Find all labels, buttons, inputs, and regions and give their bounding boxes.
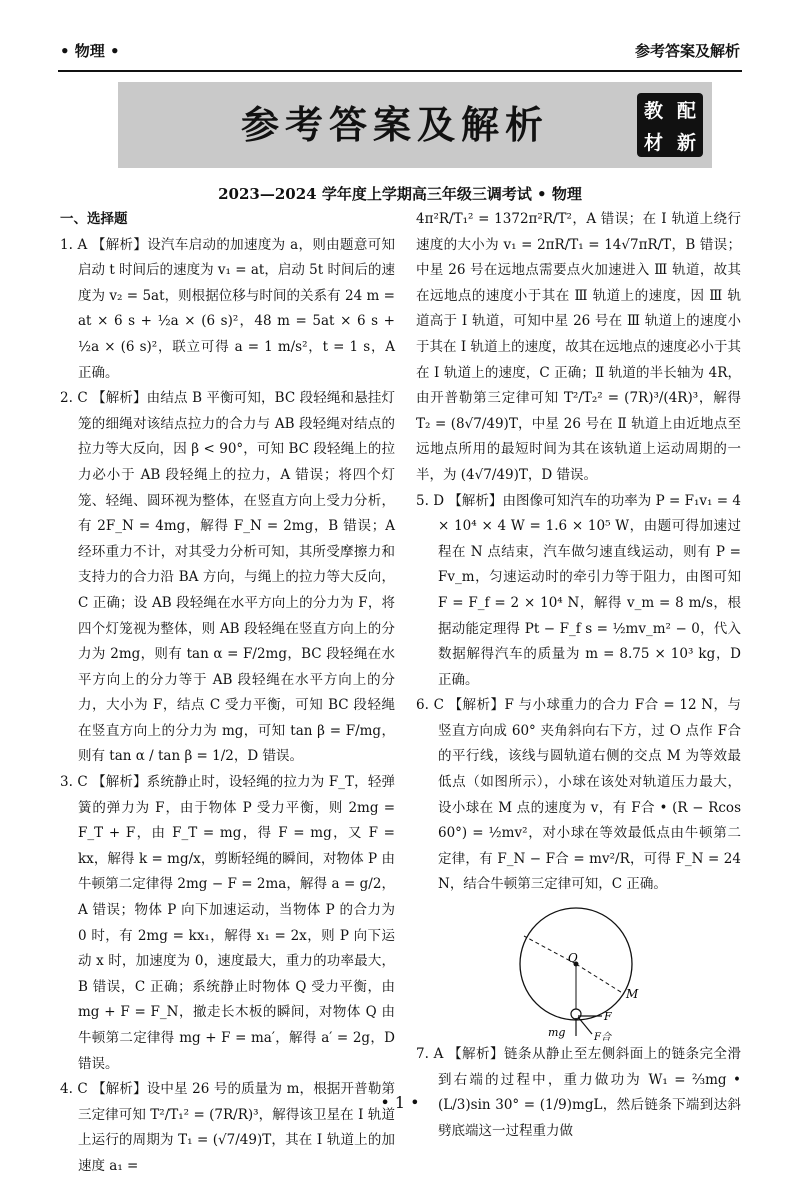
left-column: [60, 207, 395, 1180]
label-m: M: [626, 987, 639, 1002]
dashed-line-to-m: [576, 964, 624, 994]
publisher-badge: [637, 93, 703, 157]
badge-char: 配: [676, 99, 696, 122]
banner-title: 参考答案及解析: [240, 103, 549, 147]
answer-item-4-continued: 4π²R/T₁² = 1372π²R/T²，A 错误；在 Ⅰ 轨道上绕行速度的大小为 v₁ = 2πR/T₁ = 14√7πR/T，B 错误；中星 26 号在远地点需要点火加速进入 Ⅲ 轨道，故其在远地点的速度小于其在 Ⅲ 轨道上的速度，因 Ⅲ 轨道高于 Ⅰ 轨道，可知中星 26 号在 Ⅲ 轨道上的速度小于其在 Ⅰ 轨道上的速度，故其在远地点的速度必小于其在 Ⅰ 轨道上的速度，C 正确；Ⅱ 轨道的半长轴为 4R，由开普勒第三定律可知 T²/T₂² = (7R)³/(4R)³，解得 T₂ = (8√7/49)T，中星 26 号在 Ⅱ 轨道上由近地点至远地点所用的最短时间为其在该轨道上运动周期的一半，为 (4√7/49)T，D 错误。: [416, 211, 741, 483]
answer-item-4: 4. C 【解析】设中星 26 号的质量为 m，根据开普勒第三定律可知 T²/T₁² = (7R/R)³，解得该卫星在 Ⅰ 轨道上运行的周期为 T₁ = (√7/49)T，其在 Ⅰ 轨道上的加速度 a₁ =: [60, 1081, 395, 1174]
label-f: F: [604, 1010, 612, 1024]
circle-force-diagram: [512, 902, 652, 1042]
header-rule: [58, 70, 742, 72]
answer-item-5: 5. D 【解析】由图像可知汽车的功率为 P = F₁v₁ = 4 × 10⁴ × 4 W = 1.6 × 10⁵ W，由题可得加速过程在 N 点结束，汽车做匀速直线运动，则有 P = Fv_m，匀速运动时的牵引力等于阻力，由图可知 F = F_f = 2 × 10⁴ N，解得 v_m = 8 m/s，根据动能定理得 Pt − F_f s = ½mv_m² − 0，代入数据解得汽车的质量为 m = 8.75 × 10³ kg，D 正确。: [416, 492, 741, 688]
badge-char: 教: [643, 99, 663, 122]
badge-char: 材: [643, 131, 663, 154]
answer-item-2: 2. C 【解析】由结点 B 平衡可知，BC 段轻绳和悬挂灯笼的细绳对该结点拉力的合力与 AB 段轻绳对结点的拉力等大反向，因 β < 90°，可知 BC 段轻绳上的拉力必小于 AB 段轻绳上的拉力，A 错误；将四个灯笼、轻绳、圆环视为整体，在竖直方向上受力分析，有 2F_N = 4mg，解得 F_N = 2mg，B 错误；A 经环重力不计，对其受力分析可知，其所受摩擦力和支持力的合力沿 BA 方向，与绳上的拉力等大反向，C 正确；设 AB 段轻绳在水平方向上的分力为 F，将四个灯笼视为整体，则 AB 段轻绳在竖直方向上的分力为 2mg，则有 tan α = F/2mg，BC 段轻绳在水平方向上的分力等于 AB 段轻绳在水平方向上的分力，大小为 F，结点 C 受力平衡，可知 BC 段轻绳在竖直方向上的分力为 mg，可知 tan β = F/mg，则有 tan α / tan β = 1/2，D 错误。: [60, 390, 395, 765]
right-column: [416, 207, 741, 1144]
badge-char: 新: [676, 131, 696, 154]
label-o: O: [568, 951, 578, 966]
answer-item-3: 3. C 【解析】系统静止时，设轻绳的拉力为 F_T，轻弹簧的弹力为 F，由于物体 P 受力平衡，则 2mg = F_T + F，由 F_T = mg，得 F = mg，又 F = kx，解得 k = mg/x，剪断轻绳的瞬间，对物体 P 由牛顿第二定律得 2mg − F = 2ma，解得 a = g/2，A 错误；物体 P 向下加速运动，当物体 P 的合力为 0 时，有 2mg = kx₁，解得 x₁ = 2x，则 P 向下运动 x 时，加速度为 0，速度最大，重力的功率最大，B 错误，C 正确；系统静止时物体 Q 受力平衡，由 mg + F = F_N，撤走长木板的瞬间，对物体 Q 由牛顿第二定律得 mg + F = ma′，解得 a′ = 2g，D 错误。: [60, 774, 395, 1072]
header-title: 参考答案及解析: [634, 42, 740, 60]
answer-item-1: 1. A 【解析】设汽车启动的加速度为 a，则由题意可知启动 t 时间后的速度为 v₁ = at，启动 5t 时间后的速度为 v₂ = 5at，则根据位移与时间的关系有 24 m = at × 6 s + ½a × (6 s)²，48 m = 5at × 6 s + ½a × (6 s)²，联立可得 a = 1 m/s²，t = 1 s，A 正确。: [60, 236, 395, 381]
ball: [571, 1009, 581, 1019]
page-number: • 1 •: [380, 1093, 420, 1112]
header-subject: • 物理 •: [60, 42, 120, 60]
label-f-resultant: F合: [594, 1032, 611, 1043]
exam-subtitle: 2023—2024 学年度上学期高三年级三调考试 • 物理: [218, 185, 582, 203]
answer-item-7: 7. A 【解析】链条从静止至左侧斜面上的链条完全滑到右端的过程中，重力做功为 W₁ = ⅔mg • (L/3)sin 30° = (1/9)mgL，然后链条下端到达斜劈底端这一过程重力做: [416, 1046, 741, 1139]
section-heading: 一、选择题: [60, 211, 128, 227]
label-mg: mg: [548, 1026, 566, 1040]
answer-item-6: 6. C 【解析】F 与小球重力的合力 F合 = 12 N，与竖直方向成 60° 夹角斜向右下方，过 O 点作 F合 的平行线，该线与圆轨道右侧的交点 M 为等效最低点（如图所示），小球在该处对轨道压力最大，设小球在 M 点的速度为 v，有 F合 • (R − Rcos 60°) = ½mv²，对小球在等效最低点由牛顿第二定律，有 F_N − F合 = mv²/R，可得 F_N = 24 N，结合牛顿第三定律可知，C 正确。: [416, 697, 741, 893]
